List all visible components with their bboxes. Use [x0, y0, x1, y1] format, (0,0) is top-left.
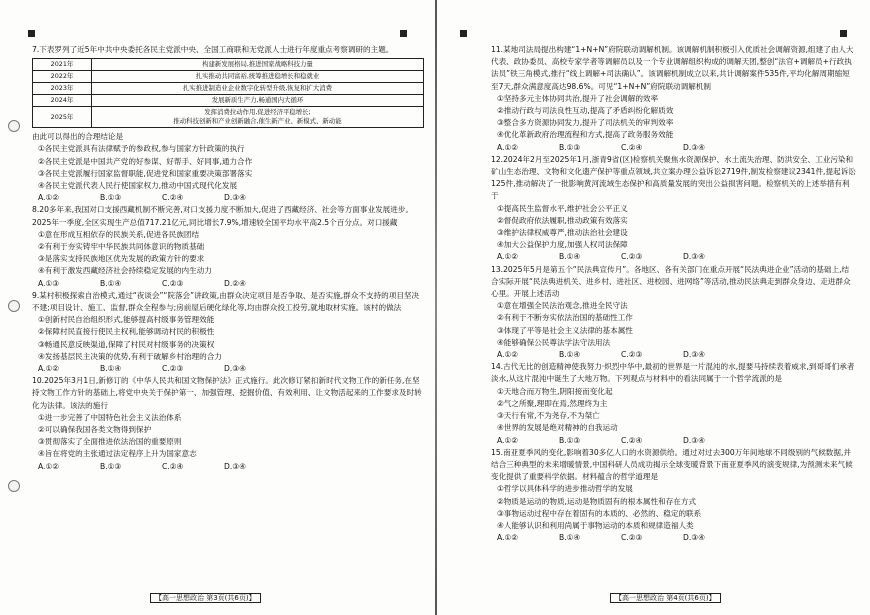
choice-b: B.①④ [100, 278, 122, 288]
option-4: ④世界的发展是绝对精神的自我运动 [497, 423, 618, 433]
answer-choices [32, 278, 425, 290]
option-3: ③是落实支持民族地区优先发展的政策方针的要求 [38, 254, 205, 264]
question-stem: 8.20多年来,我国对口支援西藏机制不断完善,对口支援力度不断加大,促进了西藏经济、社会等方面事业发展进步。2025年一季度,全区实现生产总值717.21亿元,同比增长7.9%,增速较全国平均水平高2.5个百分点。对口援藏 [32, 205, 414, 227]
choice-a: A.①② [497, 350, 519, 360]
page-4 [437, 0, 870, 615]
choice-c: C.②④ [162, 193, 184, 203]
choice-b: B.①④ [100, 364, 122, 374]
option-2: ②督促政府依法履职,推动政策有效落实 [497, 215, 628, 225]
choice-a: A.①③ [38, 278, 60, 288]
question-stem: 11.某地司法局提出构建“1+N+N”府院联动调解机制。该调解机制积极引入优质社会调解资源,组建了由人大代表、政协委员、高校专家学者等调解员以及一个专业调解组织构成的调解天团,整创“法官+调解员+行政执法员”铁三角模式,推行“线上调解+司法确认”。该调解机制成立以来,共计调解案件535件,平均化解周期缩短至7天,群众满意度高达98.6%。可见“1+N+N”府院联动调解机制 [491, 45, 854, 91]
choice-a: A.①② [38, 461, 60, 471]
footer-label: 【高一思想政治 第4页(共6页)】 [610, 593, 721, 603]
answer-choices [491, 142, 856, 154]
topic-cell: 扎实推动共同富裕,统筹推进稳增长和稳就业 [92, 71, 424, 83]
option-3: ③体现了平等是社会主义法律的基本属性 [497, 325, 633, 335]
option-1: ①天地合而万物生,阴阳接而变化起 [497, 386, 613, 396]
option-2: ②推动行政与司法良性互动,提高了矛盾纠纷化解质效 [497, 106, 674, 116]
choice-c: C.②③ [621, 252, 643, 262]
option-3: ③天行有常,不为尧存,不为桀亡 [497, 411, 600, 421]
option-1: ①各民主党派具有法律赋予的参政权,参与国家方针政策的执行 [38, 144, 245, 154]
option-3: ③畅通民意反映渠道,保障了村民对村级事务的决策权 [38, 339, 215, 349]
question-15 [491, 447, 856, 545]
option-3: ③各民主党派履行国家监督职能,促进党和国家重要决策部署落实 [38, 168, 253, 178]
choice-b: B.①③ [100, 193, 122, 203]
topic-cell: 发挥消费拉动作用,促进经济平稳增长; 推动科技创新和产业创新融合,催生新产业、新模式、新动能 [92, 107, 424, 128]
question-14 [491, 361, 856, 446]
question-stem: 9.某村积极探索自治模式,通过“夜谈会”“院落会”讲政策,由群众决定项目是否争取、是否实施,群众不支持的项目坚决不建;项目设计、施工、监督,群众全程参与;房前屋后硬化绿化等,均由群众投工投劳,就地取材实施。该村的做法 [32, 290, 420, 313]
choice-b: B.①④ [559, 350, 581, 360]
answer-choices [32, 192, 425, 204]
question-stem: 13.2025年5月是第五个“民法典宣传月”。各地区、各有关部门在重点开展“民法典进企业”活动的基础上,结合实际开展“民法典进机关、进乡村、进社区、进校园、进网络”等活动,推动民法典走到群众身边、走进群众心里。开展上述活动 [491, 264, 851, 299]
choice-d: D.③④ [224, 193, 246, 203]
page-footer [610, 593, 721, 603]
option-4: ④人能够认识和利用尚属于事物运动的本质和规律造福人类 [497, 520, 694, 530]
option-4: ④各民主党派代表人民行使国家权力,推动中国式现代化发展 [38, 181, 238, 191]
question-12 [491, 154, 856, 264]
question-stem: 10.2025年3月1日,新修订的《中华人民共和国文物保护法》正式施行。此次修订紧扣新时代文物工作的新任务,在坚持文物工作方针的基础上,将党中央关于保护第一、加强管理、挖掘价值、有效利用、让文物活起来的工作要求及时转化为法律。该法的施行 [32, 376, 422, 410]
option-3: ③整合多方资源协同发力,提升了司法机关的审判效率 [497, 118, 674, 128]
option-4: ④加大公益保护力度,加强人权司法保障 [497, 240, 628, 250]
option-4: ④能够确保公民尊法学法守法用法 [497, 337, 611, 347]
question-stem: 7.下表罗列了近5年中共中央委托各民主党派中央、全国工商联和无党派人士进行年度重点考察调研的主题。 [32, 45, 394, 54]
choice-a: A.①② [38, 364, 60, 374]
option-2: ②各民主党派是中国共产党的好参谋、好帮手、好同事,通力合作 [38, 156, 253, 166]
choice-d: D.③④ [683, 435, 705, 445]
choice-d: D.③④ [683, 533, 705, 543]
year-cell: 2022年 [33, 71, 92, 83]
choice-b: B.①③ [100, 461, 122, 471]
year-cell: 2021年 [33, 59, 92, 71]
survey-topic-table [32, 58, 424, 128]
question-10 [32, 375, 425, 473]
option-1: ①提高民生监督水平,维护社会公平正义 [497, 203, 628, 213]
topic-cell: 发展新质生产力,畅通国内大循环 [92, 95, 424, 107]
option-4: ④发扬基层民主决策的优势,有利于破解乡村治理的合力 [38, 351, 222, 361]
option-2: ②可以确保我国各类文物得到保护 [38, 425, 152, 435]
option-3: ③贯彻落实了全面推进依法治国的重要原则 [38, 437, 182, 447]
choice-a: A.①② [497, 142, 519, 152]
option-2: ②有利于不断夯实依法治国的基础性工作 [497, 313, 633, 323]
year-cell: 2023年 [33, 83, 92, 95]
page-footer [150, 593, 261, 603]
option-1: ①意在增强全民法治观念,推进全民守法 [497, 301, 628, 311]
choice-a: A.①② [497, 533, 519, 543]
year-cell: 2024年 [33, 95, 92, 107]
answer-choices [491, 251, 856, 263]
choice-c: C.②③ [621, 533, 643, 543]
choice-d: D.③④ [683, 252, 705, 262]
choice-b: B.①④ [559, 252, 581, 262]
option-4: ④旨在将党的主张通过法定程序上升为国家意志 [38, 449, 197, 459]
topic-cell: 构建新发展格局,推进国家战略科技力量 [92, 59, 424, 71]
choice-b: B.①③ [559, 435, 581, 445]
question-11 [491, 44, 856, 154]
question-stem: 15.南亚夏季风的变化,影响着30多亿人口的水资源供给。通过对过去300万年间地球不同级别的气候数据,并结合三种典型的未来增暖情景,中国科研人员成功揭示全球变暖背景下南亚夏季风的演变规律,为预测未来气候变化提供了重要科学依据。材料蕴含的哲学道理是 [491, 447, 853, 482]
option-2: ②物质是运动的物质,运动是物质固有的根本属性和存在方式 [497, 496, 697, 506]
question-7 [32, 44, 425, 204]
choice-b: B.①③ [559, 142, 581, 152]
year-cell: 2025年 [33, 107, 92, 128]
topic-cell: 扎实推进制造业企业数字化转型升级,恢复和扩大消费 [92, 83, 424, 95]
table-row [33, 83, 424, 95]
question-13 [491, 264, 856, 362]
option-2: ②保障村民直接行使民主权利,能够调动村民的积极性 [38, 327, 215, 337]
answer-choices [491, 532, 856, 544]
choice-c: C.②④ [621, 142, 643, 152]
option-1: ①进一步完善了中国特色社会主义法治体系 [38, 412, 182, 422]
question-9 [32, 290, 425, 375]
question-stem: 12.2024年2月至2025年1月,浙青9省(区)检察机关聚焦水资源保护、水土流失治理、防洪安全、工业污染和矿山生态治理、文物和文化遗产保护等重点领域,共立案办理公益诉讼2719件,制发检察建议2341件,提起诉讼125件,推动解决了一批影响黄河流域生态保护和高质量发展的突出公益损害问题。检察机关的上述举措有利于 [491, 154, 856, 201]
answer-choices [32, 363, 425, 375]
table-row [33, 107, 424, 128]
answer-choices [491, 435, 856, 447]
question-8 [32, 204, 425, 289]
table-row [33, 59, 424, 71]
choice-d: D.③④ [683, 350, 705, 360]
choice-c: C.②③ [162, 278, 184, 288]
choice-c: C.②④ [162, 461, 184, 471]
table-row [33, 95, 424, 107]
option-1: ①意在形成互相依存的民族关系,促进各民族团结 [38, 229, 200, 239]
choice-c: C.②④ [621, 435, 643, 445]
option-1: ①哲学以具体科学的进步推动哲学的发展 [497, 484, 633, 494]
option-4: ④优化革新政府治理流程和方式,提高了政务服务效能 [497, 130, 674, 140]
answer-choices [491, 349, 856, 361]
choice-b: B.①④ [559, 533, 581, 543]
choice-a: A.①② [497, 252, 519, 262]
table-row [33, 71, 424, 83]
option-3: ③维护法律权威尊严,推动法治社会建设 [497, 228, 628, 238]
option-1: ①坚持多元主体协同共治,提升了社会调解的效率 [497, 93, 659, 103]
choice-c: C.②③ [621, 350, 643, 360]
option-2: ②气之所聚,理即在焉,然理终为主 [497, 398, 608, 408]
question-lead: 由此可以得出的合理结论是 [32, 132, 124, 142]
choice-c: C.②③ [162, 364, 184, 374]
option-1: ①创新村民自治组织形式,能够提高村级事务管理效能 [38, 315, 215, 325]
choice-d: D.③④ [224, 461, 246, 471]
choice-a: A.①② [497, 435, 519, 445]
choice-d: D.③④ [683, 142, 705, 152]
footer-label: 【高一思想政治 第3页(共6页)】 [150, 593, 261, 603]
option-3: ③事物运动过程中存在着固有的本质的、必然的、稳定的联系 [497, 508, 702, 518]
answer-choices [32, 461, 425, 473]
choice-d: D.③④ [224, 364, 246, 374]
question-stem: 14.古代无比的创造精神使我努力·炽烈中华中,最初的世界是一片混沌的水,提要马持续表着威求,到哥哥们承者淡水,从这片混沌中诞生了大地万物。下列观点与材料中的看法同属于一个哲学流派的是 [491, 362, 855, 384]
option-4: ④有利于激发西藏经济社会持续稳定发展的内生动力 [38, 266, 212, 276]
option-2: ②有利于夯实铸牢中华民族共同体意识的物质基础 [38, 242, 205, 252]
choice-d: D.②④ [224, 278, 246, 288]
choice-a: A.①② [38, 193, 60, 203]
